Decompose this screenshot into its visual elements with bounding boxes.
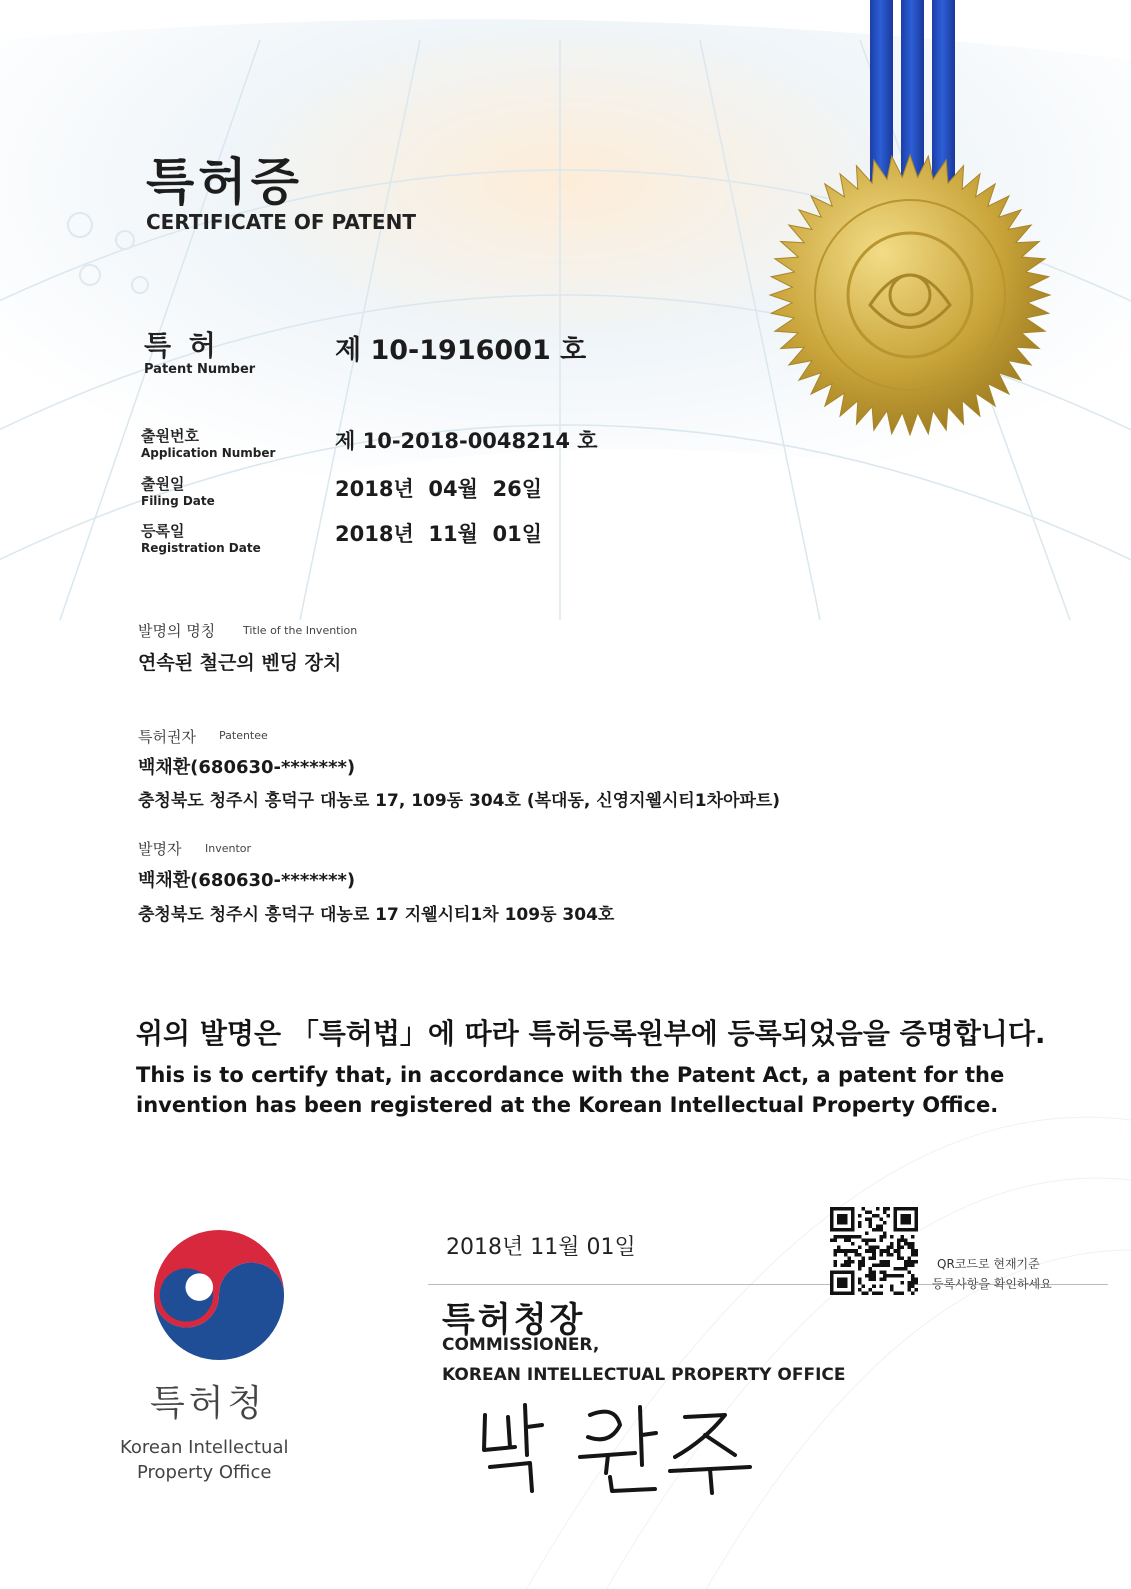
office-name-en-2: Property Office [137,1462,272,1483]
application-label-ko: 출원번호 [141,427,199,445]
invention-title: 연속된 철근의 벤딩 장치 [138,652,342,674]
registration-label-ko: 등록일 [141,522,185,540]
patentee-address: 충청북도 청주시 흥덕구 대농로 17, 109동 304호 (복대동, 신영지웰시티1차아파트) [138,791,781,811]
patent-label-ko: 특 허 [144,329,220,362]
inventor-address: 충청북도 청주시 흥덕구 대농로 17 지웰시티1차 109동 304호 [138,905,615,925]
gold-seal [765,150,1055,440]
invention-label-ko: 발명의 명칭 [138,622,216,640]
registration-label-en: Registration Date [141,541,261,555]
filing-label-ko: 출원일 [141,475,185,493]
patent-number: 제 10-1916001 호 [335,335,587,366]
issue-date: 2018년 11월 01일 [446,1235,636,1260]
office-name-ko: 특허청 [150,1383,267,1424]
filing-date: 2018년 04월 26일 [335,477,542,501]
title-korean: 특허증 [146,153,303,211]
invention-label-en: Title of the Invention [243,624,358,637]
certification-text-ko: 위의 발명은 「특허법」에 따라 특허등록원부에 등록되었음을 증명합니다. [136,1017,1046,1050]
application-number: 제 10-2018-0048214 호 [335,429,598,453]
patentee-name: 백채환(680630-*******) [138,757,356,778]
application-label-en: Application Number [141,446,276,460]
patentee-label-ko: 특허권자 [138,728,196,746]
inventor-name: 백채환(680630-*******) [138,870,356,891]
title-english: CERTIFICATE OF PATENT [146,210,416,234]
patentee-label-en: Patentee [219,729,268,742]
qr-code[interactable] [830,1207,918,1295]
kipo-logo-icon [150,1226,288,1364]
office-name-en-1: Korean Intellectual [120,1437,289,1458]
certification-text-en: This is to certify that, in accordance with the Patent Act, a patent for the invention has been registered at the Korean Intellectual Property Office. [136,1063,1005,1117]
signature [470,1395,770,1495]
qr-note-line-2: 등록사항을 확인하세요 [932,1277,1052,1291]
commissioner-title-ko: 특허청장 [442,1300,586,1340]
qr-note-line-1: QR코드로 현재기준 [937,1257,1040,1271]
inventor-label-en: Inventor [205,842,252,855]
commissioner-title-en-2: KOREAN INTELLECTUAL PROPERTY OFFICE [442,1365,846,1385]
filing-label-en: Filing Date [141,494,215,508]
patent-label-en: Patent Number [144,362,256,377]
registration-date: 2018년 11월 01일 [335,522,542,546]
inventor-label-ko: 발명자 [138,840,182,858]
commissioner-title-en-1: COMMISSIONER, [442,1335,600,1355]
